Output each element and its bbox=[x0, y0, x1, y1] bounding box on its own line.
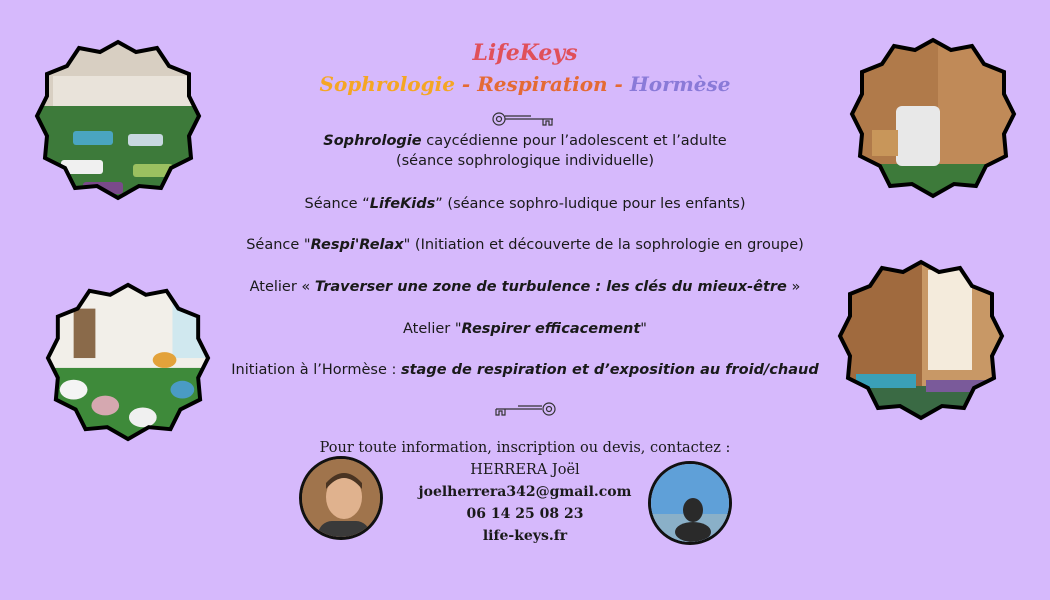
service-subtext: (séance sophrologique individuelle) bbox=[395, 153, 655, 169]
subtitle-respiration: Respiration bbox=[477, 72, 608, 96]
room-photo-badge bbox=[848, 34, 1018, 200]
service-text: " bbox=[640, 321, 647, 337]
portrait-photo bbox=[299, 456, 383, 540]
service-hormese bbox=[200, 360, 850, 380]
room-photo-badge bbox=[836, 256, 1006, 422]
service-respirelax bbox=[200, 235, 850, 255]
service-sophrologie bbox=[200, 131, 850, 171]
subtitle-separator: - bbox=[607, 72, 630, 96]
service-lifekids bbox=[200, 194, 850, 214]
service-prefix: Séance “ bbox=[304, 196, 370, 212]
subtitle-sophrologie: Sophrologie bbox=[319, 72, 455, 96]
key-icon bbox=[494, 398, 558, 420]
service-prefix: Atelier " bbox=[403, 321, 462, 337]
service-text: caycédienne pour l’adolescent et l’adulte bbox=[421, 133, 727, 149]
service-text: " (Initiation et découverte de la sophrologie en groupe) bbox=[403, 237, 804, 253]
contact-intro: Pour toute information, inscription ou devis, contactez : bbox=[319, 440, 731, 456]
service-text: ” (séance sophro-ludique pour les enfants) bbox=[435, 196, 746, 212]
contact-phone[interactable]: 06 14 25 08 23 bbox=[466, 506, 584, 522]
service-name: Respi'Relax bbox=[310, 237, 404, 253]
key-icon bbox=[491, 108, 555, 130]
service-respirer bbox=[200, 319, 850, 339]
subtitle-separator: - bbox=[454, 72, 478, 96]
service-prefix: Atelier « bbox=[249, 279, 315, 295]
service-prefix: Séance " bbox=[246, 237, 311, 253]
contact-email[interactable]: joelherrera342@gmail.com bbox=[418, 484, 632, 500]
service-prefix: Initiation à l’Hormèse : bbox=[231, 362, 401, 378]
room-photo-badge bbox=[33, 36, 203, 202]
service-text: » bbox=[786, 279, 801, 295]
service-name: Traverser une zone de turbulence : les clés du mieux-être bbox=[314, 279, 787, 295]
service-name: stage de respiration et d’exposition au froid/chaud bbox=[401, 362, 819, 378]
service-name: Sophrologie bbox=[323, 133, 422, 149]
brand-title: LifeKeys bbox=[472, 40, 578, 66]
subtitle-hormese: Hormèse bbox=[629, 72, 731, 96]
service-name: Respirer efficacement bbox=[461, 321, 641, 337]
room-photo-badge bbox=[44, 278, 212, 444]
meditation-photo bbox=[648, 461, 732, 545]
contact-website[interactable]: life-keys.fr bbox=[482, 528, 568, 544]
service-name: LifeKids bbox=[369, 196, 436, 212]
contact-name: HERRERA Joël bbox=[470, 462, 580, 478]
service-turbulence bbox=[200, 277, 850, 297]
